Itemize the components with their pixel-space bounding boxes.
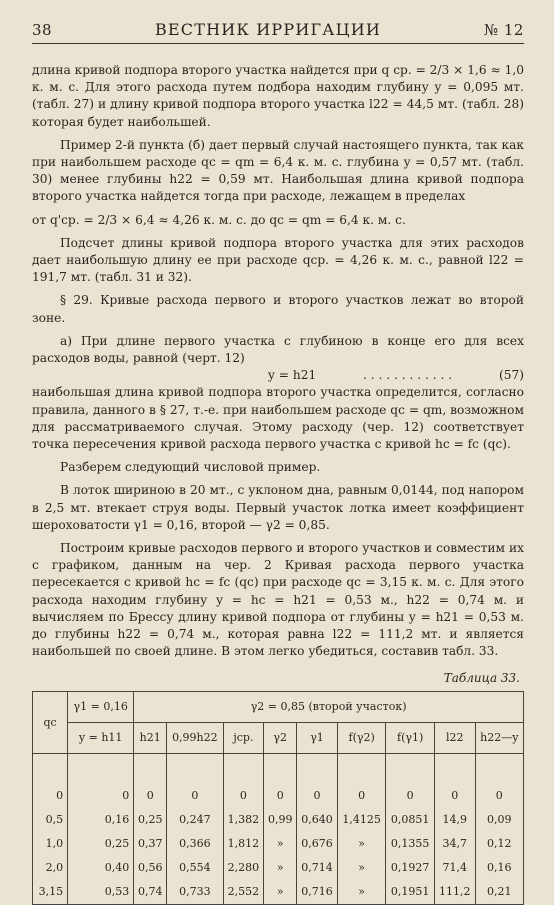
table-cell: 14,9	[434, 808, 475, 832]
article-body	[32, 62, 524, 661]
table-cell: 0,554	[167, 856, 223, 880]
paragraph: Построим кривые расходов первого и второго участков и совместим их с графиком, данным на чер. 2 Кривая расхода первого участка пересекается с кривой hc = fc (qc) при расходе qc = 3,15 к. м. с. Для этого расхода находим глубину y = hc = h21 = 0,53 м., h22 = 0,74 м. и вычисляем по Брессу длину кривой подпора от глубины y = h21 = 0,53 м. до глубины h22 = 0,74 м., которая равна l22 = 111,2 мт. и является наибольшей по своей длине. В этом легко убедиться, составив табл. 33.	[32, 541, 524, 659]
page-number: 38	[32, 21, 53, 39]
paragraph: от q'ср. = 2/3 × 6,4 ≈ 4,26 к. м. с. до qc = qm = 6,4 к. м. с.	[32, 212, 406, 227]
table-cell: 1,812	[223, 832, 264, 856]
table-cell: 0,16	[475, 856, 523, 880]
table-cell: 0,25	[134, 808, 167, 832]
table-cell: 0	[434, 753, 475, 808]
paragraph: Подсчет длины кривой подпора второго участка для этих расходов дает наибольшую длину ее при расходе qср. = 4,26 к. м. с., равной l22 = 191,7 мт. (табл. 31 и 32).	[32, 235, 524, 285]
column-header: y = h11	[68, 722, 134, 753]
table-cell: 0	[223, 753, 264, 808]
table-cell: 0	[134, 753, 167, 808]
table-cell: 0,25	[68, 832, 134, 856]
table-cell: 0	[264, 753, 297, 808]
table-row	[33, 753, 524, 808]
data-table	[32, 691, 524, 905]
table-cell: »	[264, 832, 297, 856]
table-cell: 0,640	[297, 808, 338, 832]
table-cell: 0,676	[297, 832, 338, 856]
table-cell: 0,733	[167, 880, 223, 905]
table-cell: 0	[297, 753, 338, 808]
paragraph: к. м. с. Для этого расхода путем подбора находим глубину y = 0,095 мт. (табл. 27) и длину кривой подпора второго участка l22 = 44,5 мт. (табл. 28) которая будет наибольшей.	[32, 80, 524, 129]
table-cell: 71,4	[434, 856, 475, 880]
table-cell: 1,382	[223, 808, 264, 832]
paragraph: Пример 2-й пункта (б) дает первый случай настоящего пункта, так как при наибольшем расходе qc = qm = 6,4 к. м. с. глубина y = 0,57 мт. (табл. 30) менее глубины h22 = 0,59 мт. Наибольшая длина кривой подпора второго участка найдется тогда при расходе, лежащем в пределах	[32, 137, 524, 204]
table-cell: 0	[475, 753, 523, 808]
equation-number: (57)	[498, 368, 524, 383]
table-cell: 0,714	[297, 856, 338, 880]
table-cell: 0,40	[68, 856, 134, 880]
table-cell: 0,37	[134, 832, 167, 856]
paragraph: Разберем следующий числовой пример.	[60, 460, 321, 475]
table-cell: 111,2	[434, 880, 475, 905]
table-cell: 0,716	[297, 880, 338, 905]
table-cell: 0,1355	[386, 832, 435, 856]
column-header: f(γ1)	[386, 722, 435, 753]
table-cell: 34,7	[434, 832, 475, 856]
table-caption: Таблица 33.	[443, 670, 520, 685]
column-header: γ1	[297, 722, 338, 753]
paragraph: В лоток шириною в 20 мт., с уклоном дна, равным 0,0144, под напором в 2,5 мт. втекает струя воды. Первый участок лотка имеет коэффициент шероховатости γ1 = 0,16, второй — γ2 = 0,85.	[32, 483, 524, 532]
table-cell: »	[337, 856, 386, 880]
table-cell: 0,99	[264, 808, 297, 832]
journal-title: ВЕСТНИК ИРРИГАЦИИ	[154, 20, 382, 39]
table-cell: 0,1927	[386, 856, 435, 880]
table-cell: 1,4125	[337, 808, 386, 832]
group-header-first-section: γ1 = 0,16	[68, 691, 134, 722]
page-header	[32, 20, 524, 44]
table-cell: 0,16	[68, 808, 134, 832]
column-header: l22	[434, 722, 475, 753]
table-cell: 0,56	[134, 856, 167, 880]
table-cell: 0	[167, 753, 223, 808]
table-cell: 0	[68, 753, 134, 808]
table-row	[33, 856, 524, 880]
table-cell: 0	[33, 753, 68, 808]
paragraph: а) При длине первого участка с глубиною в конце его для всех расходов воды, равной (черт. 12)	[32, 333, 524, 366]
column-header: 0,99h22	[167, 722, 223, 753]
table-cell: 0,5	[33, 808, 68, 832]
equation-expression: y = h21	[268, 368, 317, 383]
equation-57	[32, 367, 524, 384]
table-row	[33, 832, 524, 856]
table-cell: 1,0	[33, 832, 68, 856]
table-row	[33, 808, 524, 832]
column-header: h21	[134, 722, 167, 753]
table-cell: 3,15	[33, 880, 68, 905]
table-cell: 0,53	[68, 880, 134, 905]
table-cell: »	[337, 832, 386, 856]
paragraph: длина кривой подпора второго участка найдется при q ср. = 2/3 × 1,6 ≈ 1,0	[32, 63, 524, 77]
table-row	[33, 880, 524, 905]
column-header: γ2	[264, 722, 297, 753]
table-cell: 0,0851	[386, 808, 435, 832]
table-cell: 0,247	[167, 808, 223, 832]
column-header: qc	[33, 691, 68, 753]
table-cell: 0,366	[167, 832, 223, 856]
table-cell: 2,0	[33, 856, 68, 880]
section-heading: § 29. Кривые расхода первого и второго участков лежат во второй зоне.	[32, 293, 524, 325]
column-header: f(γ2)	[337, 722, 386, 753]
equation-leader-dots: . . . . . . . . . . . .	[363, 368, 453, 383]
table-cell: 0,21	[475, 880, 523, 905]
table-cell: 0	[337, 753, 386, 808]
table-cell: 2,552	[223, 880, 264, 905]
table-cell: 0,09	[475, 808, 523, 832]
table-cell: 0,74	[134, 880, 167, 905]
table-cell: 0,12	[475, 832, 523, 856]
table-cell: »	[264, 856, 297, 880]
table-cell: 0	[386, 753, 435, 808]
table-cell: »	[264, 880, 297, 905]
paragraph: наибольшая длина кривой подпора второго участка определится, согласно правила, данного в § 27, т.-е. при наибольшем расходе qc = qm, возможном для рассматриваемого случая. Этому расходу (чер. 12) соответствует точка пересечения кривой расхода первого участка с кривой hc = fc (qc).	[32, 385, 524, 452]
table-cell: 0,1951	[386, 880, 435, 905]
table-cell: »	[337, 880, 386, 905]
table-cell: 2,280	[223, 856, 264, 880]
group-header-second-section: γ2 = 0,85 (второй участок)	[134, 691, 524, 722]
column-header: jср.	[223, 722, 264, 753]
column-header: h22—y	[475, 722, 523, 753]
issue-number: № 12	[483, 21, 524, 39]
